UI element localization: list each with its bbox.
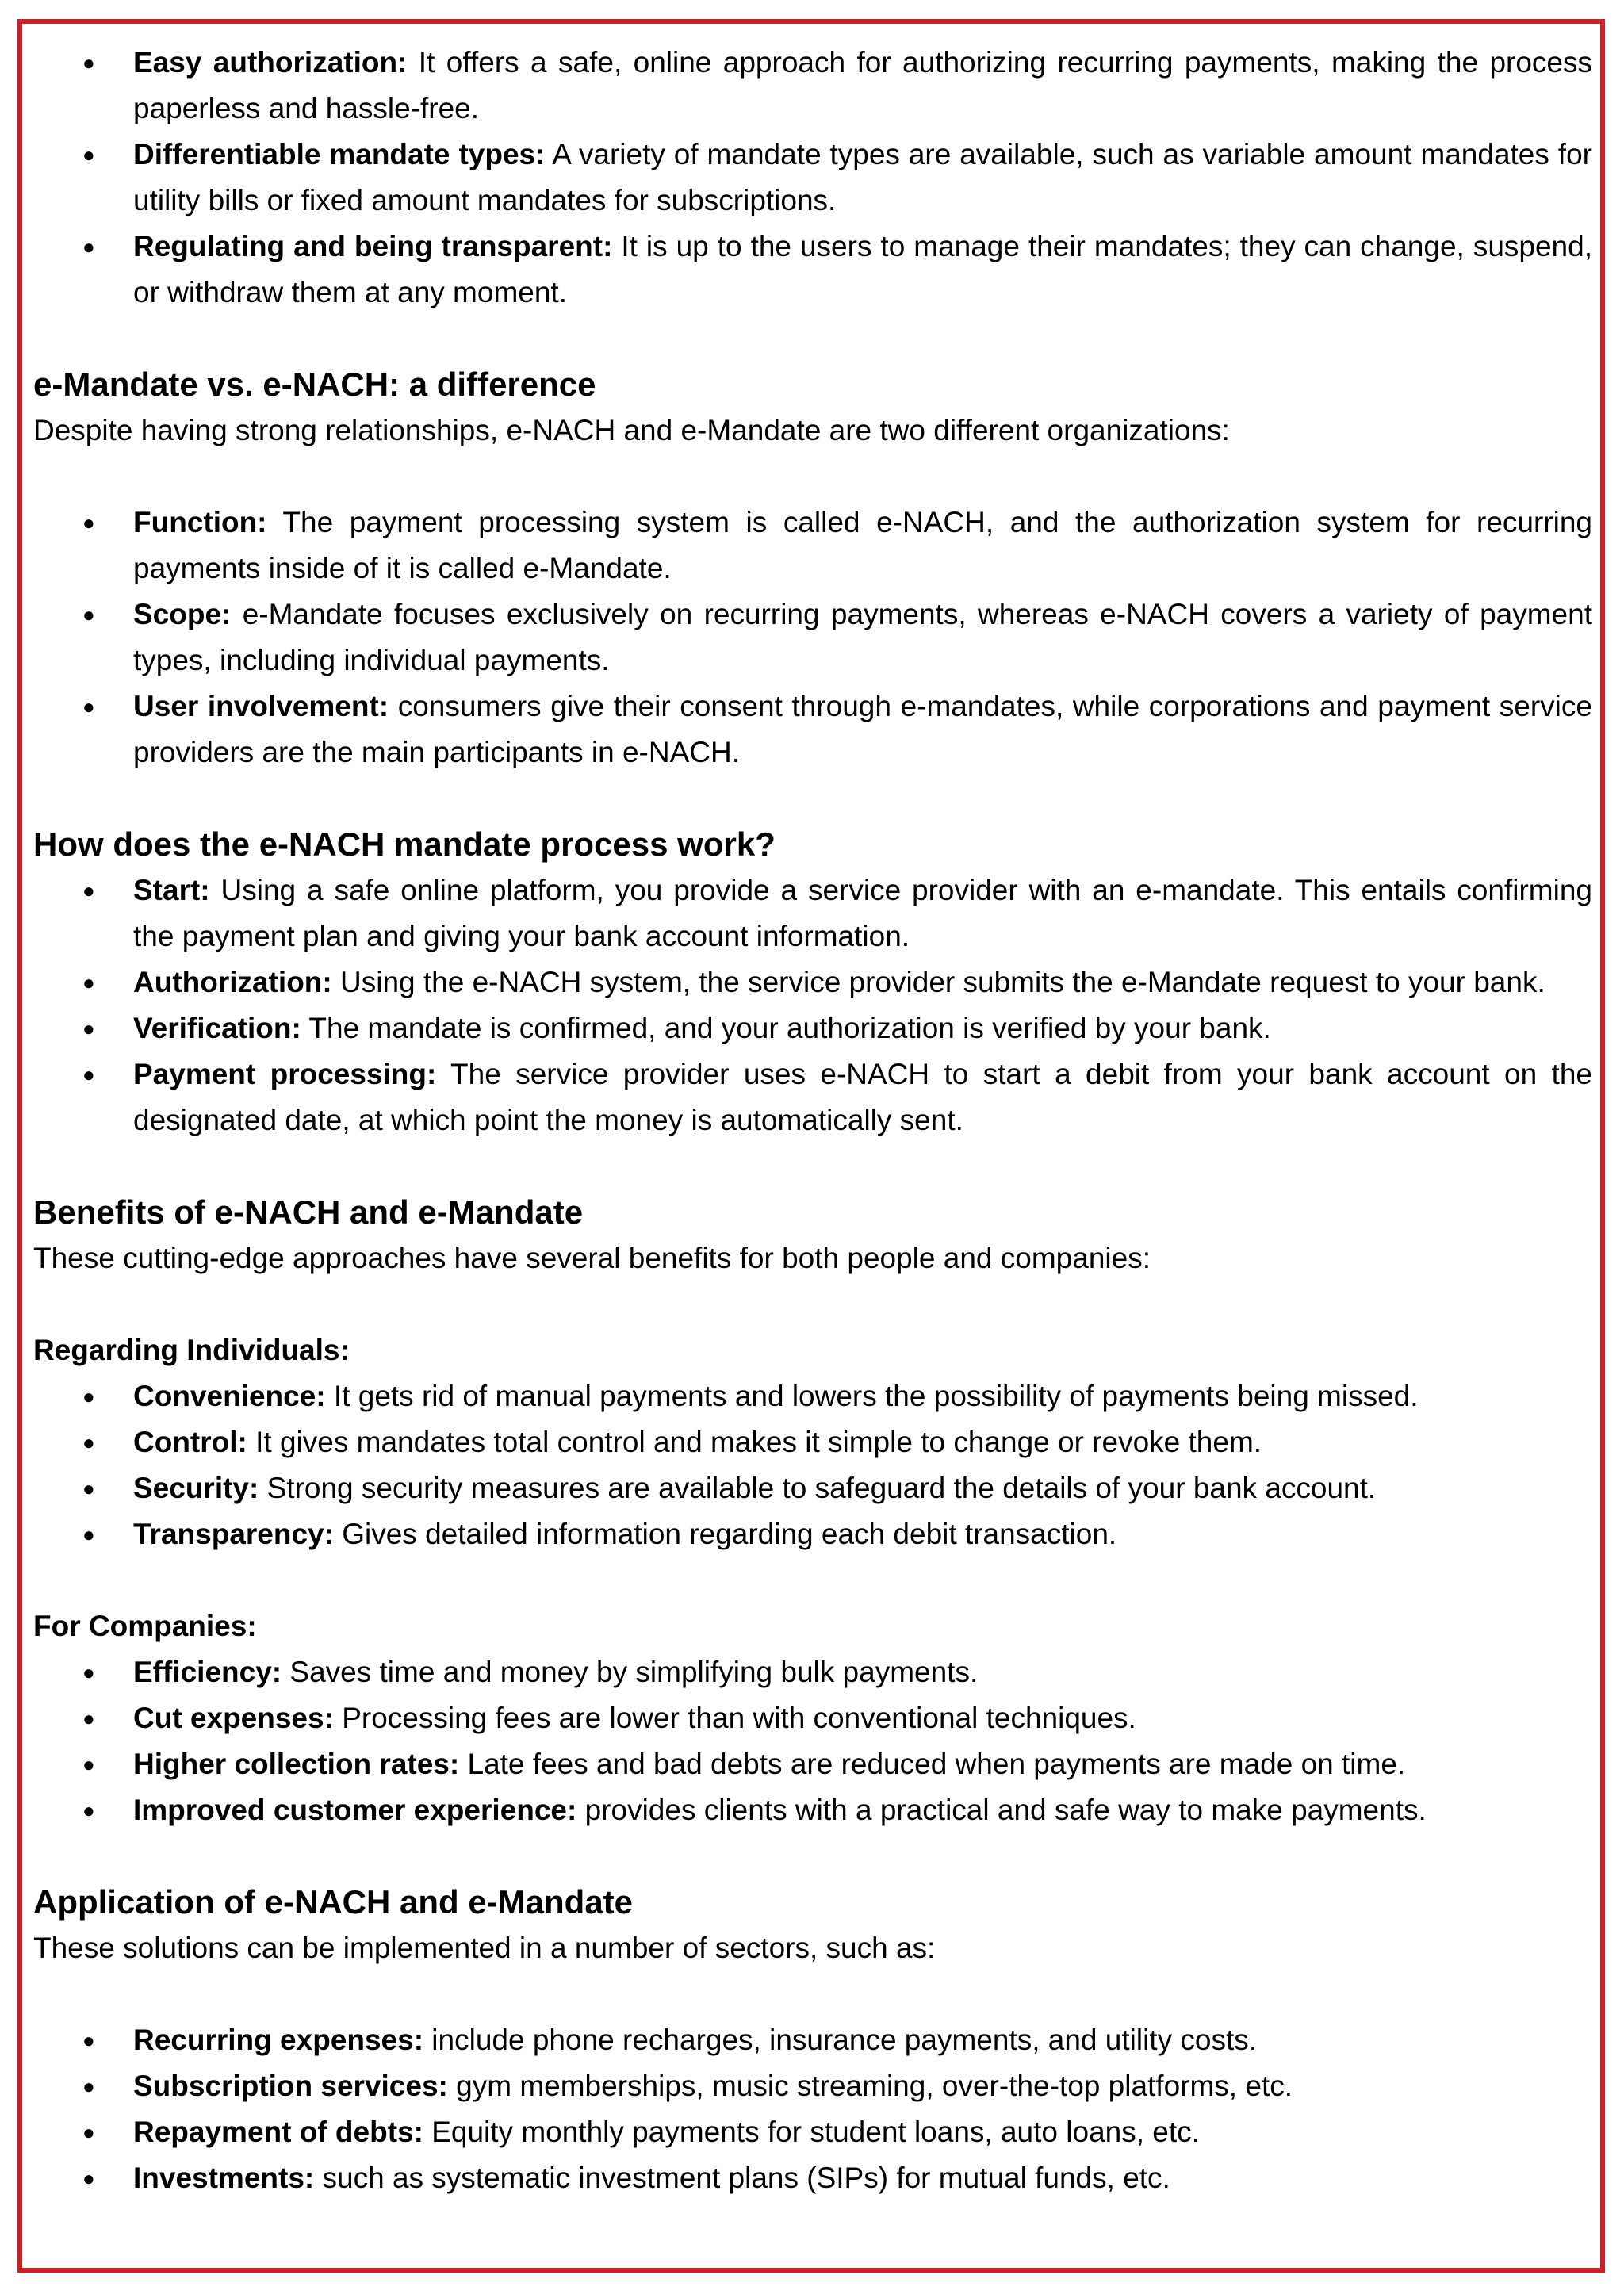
companies-bullet-list xyxy=(33,1649,1592,1833)
list-item xyxy=(33,1465,1592,1511)
list-item xyxy=(33,1695,1592,1741)
section-intro-benefits: These cutting-edge approaches have several benefits for both people and companies: xyxy=(33,1242,1151,1274)
bullet-text: Strong security measures are available to safeguard the details of your bank account. xyxy=(259,1472,1377,1504)
spacer xyxy=(33,316,1592,362)
bullet-text: such as systematic investment plans (SIPs) for mutual funds, etc. xyxy=(314,2162,1170,2194)
bullet-term: Repayment of debts: xyxy=(133,2116,423,2148)
list-item xyxy=(33,2109,1592,2155)
bullet-icon: ● xyxy=(82,1017,95,1040)
list-item xyxy=(33,2063,1592,2109)
bullet-term: Payment processing: xyxy=(133,1058,437,1090)
bullet-term: Convenience: xyxy=(133,1380,326,1412)
list-item xyxy=(33,684,1592,776)
bullet-text: It gets rid of manual payments and lowers the possibility of payments being missed. xyxy=(325,1380,1419,1412)
list-item xyxy=(33,1051,1592,1143)
section-intro-difference: Despite having strong relationships, e-NACH and e-Mandate are two different organizations: xyxy=(33,414,1230,446)
difference-bullet-list xyxy=(33,500,1592,776)
intro-bullet-list xyxy=(33,40,1592,316)
bullet-term: Start: xyxy=(133,874,210,906)
list-item xyxy=(33,867,1592,959)
section-intro-application: These solutions can be implemented in a number of sectors, such as: xyxy=(33,1932,936,1964)
application-bullet-list xyxy=(33,2017,1592,2201)
bullet-term: Scope: xyxy=(133,598,232,630)
bullet-term: Transparency: xyxy=(133,1518,334,1550)
bullet-text: It gives mandates total control and makes it simple to change or revoke them. xyxy=(247,1426,1262,1458)
spacer xyxy=(33,1971,1592,2017)
section-heading-application: Application of e-NACH and e-Mandate xyxy=(33,1883,634,1921)
bullet-icon: ● xyxy=(82,1706,95,1730)
bullet-term: Verification: xyxy=(133,1012,301,1044)
list-item xyxy=(33,500,1592,592)
bullet-text: Gives detailed information regarding each debit transaction. xyxy=(333,1518,1117,1550)
bullet-term: Security: xyxy=(133,1472,259,1504)
bullet-text: provides clients with a practical and safe way to make payments. xyxy=(576,1794,1427,1826)
bullet-text: It is up to the users to manage their mandates; they can change, suspend, or withdraw them at any moment. xyxy=(133,230,1592,308)
bullet-text: Using the e-NACH system, the service provider submits the e-Mandate request to your bank. xyxy=(331,966,1545,998)
list-item xyxy=(33,2155,1592,2201)
subheading-individuals: Regarding Individuals: xyxy=(33,1334,350,1366)
list-item xyxy=(33,959,1592,1005)
bullet-text: Late fees and bad debts are reduced when payments are made on time. xyxy=(459,1748,1406,1780)
bullet-term: Function: xyxy=(133,506,267,538)
list-item xyxy=(33,592,1592,684)
bullet-icon: ● xyxy=(82,695,95,718)
bullet-text: The payment processing system is called e-NACH, and the authorization system for recurring payments inside of it is called e-Mandate. xyxy=(133,506,1592,584)
section-heading-difference: e-Mandate vs. e-NACH: a difference xyxy=(33,366,596,403)
bullet-icon: ● xyxy=(82,1522,95,1546)
bullet-term: Differentiable mandate types: xyxy=(133,138,546,170)
bullet-term: Investments: xyxy=(133,2162,315,2194)
bullet-text: It offers a safe, online approach for authorizing recurring payments, making the process paperless and hassle-free. xyxy=(133,46,1593,124)
bullet-text: include phone recharges, insurance payments, and utility costs. xyxy=(423,2024,1258,2056)
bullet-icon: ● xyxy=(82,1660,95,1684)
list-item xyxy=(33,132,1592,224)
spacer xyxy=(33,454,1592,500)
bullet-text: gym memberships, music streaming, over-the-top platforms, etc. xyxy=(447,2070,1293,2102)
bullet-icon: ● xyxy=(82,1063,95,1086)
section-heading-benefits: Benefits of e-NACH and e-Mandate xyxy=(33,1193,584,1231)
bullet-icon: ● xyxy=(82,1476,95,1500)
bullet-icon: ● xyxy=(82,143,95,167)
bullet-term: Regulating and being transparent: xyxy=(133,230,613,262)
bullet-term: Cut expenses: xyxy=(133,1702,334,1734)
list-item xyxy=(33,1419,1592,1465)
bullet-text: Processing fees are lower than with conventional techniques. xyxy=(333,1702,1136,1734)
bullet-term: Recurring expenses: xyxy=(133,2024,424,2056)
subheading-companies: For Companies: xyxy=(33,1610,257,1642)
bullet-icon: ● xyxy=(82,603,95,626)
bullet-icon: ● xyxy=(82,51,95,75)
document-body xyxy=(33,40,1592,2201)
list-item xyxy=(33,224,1592,316)
bullet-icon: ● xyxy=(82,2028,95,2052)
bullet-term: Higher collection rates: xyxy=(133,1748,460,1780)
bullet-term: Subscription services: xyxy=(133,2070,448,2102)
list-item xyxy=(33,2017,1592,2063)
individuals-bullet-list xyxy=(33,1373,1592,1557)
list-item xyxy=(33,1005,1592,1051)
list-item xyxy=(33,40,1592,132)
bullet-term: Authorization: xyxy=(133,966,332,998)
bullet-text: A variety of mandate types are available, such as variable amount mandates for utility bills or fixed amount mandates for subscriptions. xyxy=(133,138,1592,216)
spacer xyxy=(33,1143,1592,1189)
list-item xyxy=(33,1511,1592,1557)
list-item xyxy=(33,1741,1592,1787)
spacer xyxy=(33,1281,1592,1327)
bullet-term: User involvement: xyxy=(133,690,389,722)
spacer xyxy=(33,1557,1592,1603)
bullet-text: The service provider uses e-NACH to start a debit from your bank account on the designated date, at which point the money is automatically sent. xyxy=(133,1058,1592,1136)
bullet-icon: ● xyxy=(82,1798,95,1822)
bullet-icon: ● xyxy=(82,1752,95,1776)
list-item xyxy=(33,1649,1592,1695)
bullet-text: Saves time and money by simplifying bulk payments. xyxy=(282,1656,979,1688)
list-item xyxy=(33,1787,1592,1833)
section-heading-process: How does the e-NACH mandate process work? xyxy=(33,825,776,863)
spacer xyxy=(33,1833,1592,1879)
bullet-text: The mandate is confirmed, and your authorization is verified by your bank. xyxy=(301,1012,1271,1044)
bullet-icon: ● xyxy=(82,511,95,534)
bullet-term: Control: xyxy=(133,1426,247,1458)
bullet-term: Efficiency: xyxy=(133,1656,282,1688)
bullet-text: consumers give their consent through e-mandates, while corporations and payment service providers are the main participants in e-NACH. xyxy=(133,690,1592,768)
bullet-icon: ● xyxy=(82,2166,95,2190)
bullet-icon: ● xyxy=(82,2074,95,2098)
bullet-text: Equity monthly payments for student loans, auto loans, etc. xyxy=(423,2116,1200,2148)
bullet-icon: ● xyxy=(82,235,95,259)
bullet-icon: ● xyxy=(82,1430,95,1454)
spacer xyxy=(33,776,1592,821)
bullet-icon: ● xyxy=(82,2120,95,2144)
bullet-icon: ● xyxy=(82,879,95,902)
list-item xyxy=(33,1373,1592,1419)
bullet-term: Easy authorization: xyxy=(133,46,408,79)
bullet-text: Using a safe online platform, you provide a service provider with an e-mandate. This entails confirming the payment plan and giving your bank account information. xyxy=(133,874,1592,952)
bullet-text: e-Mandate focuses exclusively on recurring payments, whereas e-NACH covers a variety of payment types, including individual payments. xyxy=(133,598,1592,676)
bullet-icon: ● xyxy=(82,1384,95,1408)
process-bullet-list xyxy=(33,867,1592,1143)
bullet-icon: ● xyxy=(82,971,95,994)
bullet-term: Improved customer experience: xyxy=(133,1794,577,1826)
